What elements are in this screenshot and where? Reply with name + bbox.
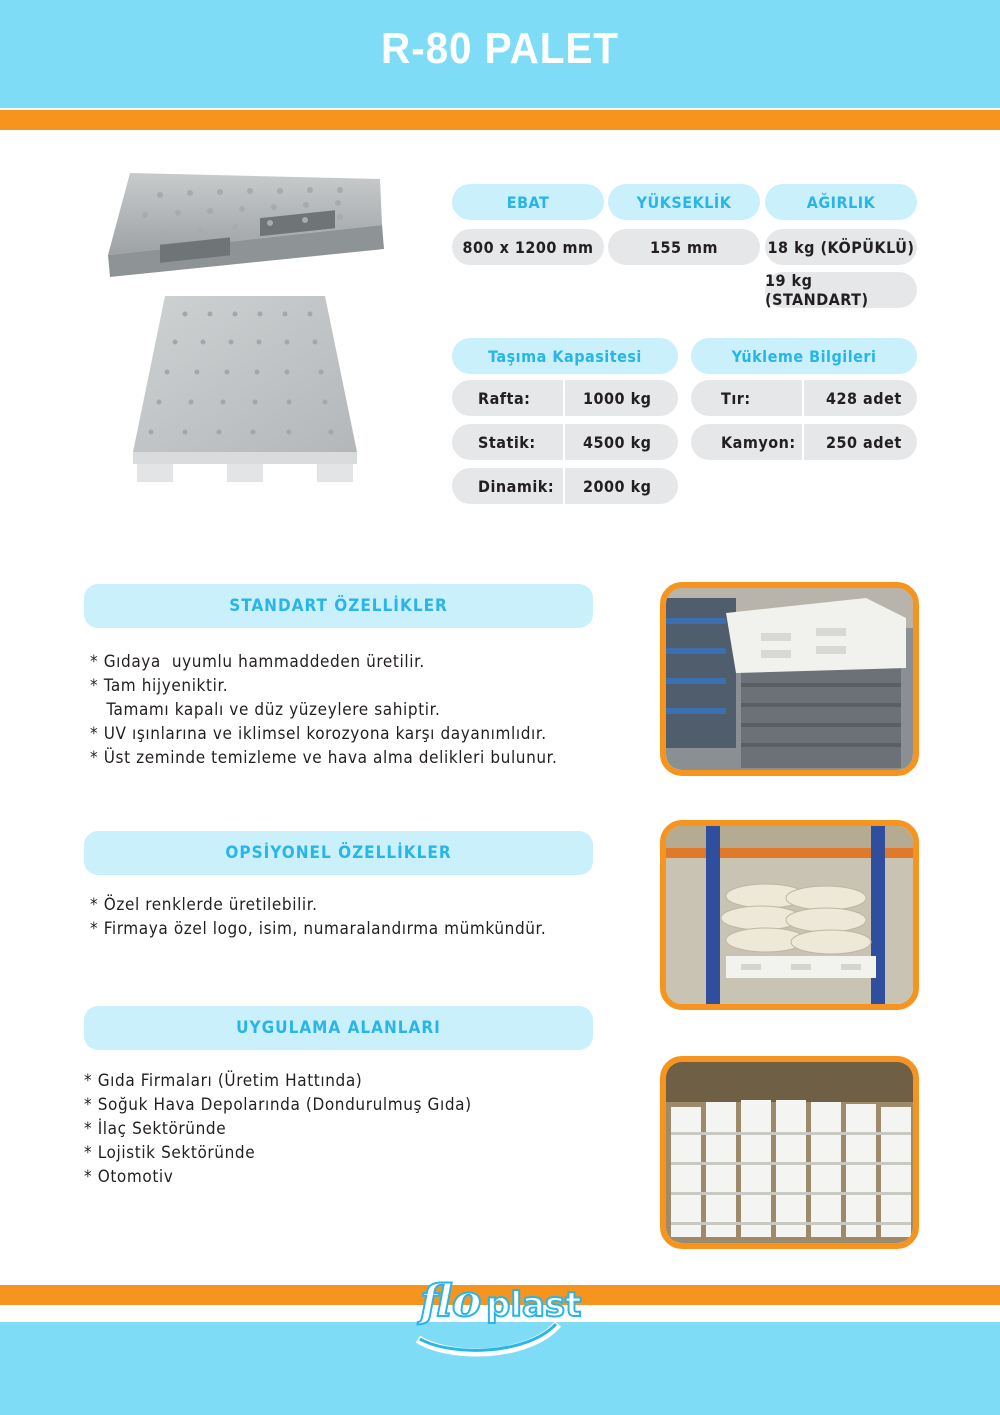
- list-item: * Otomotiv: [84, 1167, 174, 1187]
- loading-label: Kamyon:: [691, 424, 804, 460]
- agirlik-value-standard: 19 kg (STANDART): [765, 272, 917, 308]
- yukseklik-value: 155 mm: [608, 229, 760, 265]
- loading-value: 428 adet: [826, 388, 902, 408]
- list-item: * Üst zeminde temizleme ve hava alma delikleri bulunur.: [90, 748, 558, 768]
- capacity-header: Taşıma Kapasitesi: [452, 338, 678, 374]
- ebat-header: EBAT: [452, 184, 604, 220]
- standard-header: STANDART ÖZELLİKLER: [84, 584, 593, 628]
- list-item: * Gıdaya uyumlu hammaddeden üretilir.: [90, 652, 425, 672]
- applications-header: UYGULAMA ALANLARI: [84, 1006, 593, 1050]
- loading-value: 250 adet: [826, 432, 902, 452]
- list-item: * Soğuk Hava Depolarında (Dondurulmuş Gıda): [84, 1095, 472, 1115]
- pallet-top-image: [125, 292, 365, 487]
- list-item: Tamamı kapalı ve düz yüzeylere sahiptir.: [90, 700, 441, 720]
- capacity-row-dinamik: [452, 468, 678, 504]
- ebat-value: 800 x 1200 mm: [452, 229, 604, 265]
- photo-rack-sacks: [660, 820, 919, 1010]
- capacity-row-statik: [452, 424, 678, 460]
- capacity-value: 4500 kg: [583, 432, 652, 452]
- photo-stacked-pallets: [660, 582, 919, 776]
- list-item: * Tam hijyeniktir.: [90, 676, 229, 696]
- agirlik-value-foam: 18 kg (KÖPÜKLÜ): [765, 229, 917, 265]
- capacity-row-rafta: [452, 380, 678, 416]
- pallet-side-image: [100, 165, 390, 280]
- loading-header: Yükleme Bilgileri: [691, 338, 917, 374]
- list-item: * Özel renklerde üretilebilir.: [90, 895, 318, 915]
- list-item: * Firmaya özel logo, isim, numaralandırma mümkündür.: [90, 919, 547, 939]
- standard-list: [90, 650, 557, 770]
- svg-text:flo: flo: [420, 1276, 482, 1327]
- capacity-value: 2000 kg: [583, 476, 652, 496]
- optional-list: [90, 893, 546, 941]
- list-item: * İlaç Sektöründe: [84, 1119, 227, 1139]
- list-item: * Lojistik Sektöründe: [84, 1143, 256, 1163]
- agirlik-header: AĞIRLIK: [765, 184, 917, 220]
- capacity-label: Rafta:: [452, 380, 565, 416]
- orange-stripe-top: [0, 110, 1000, 130]
- floplast-logo: [408, 1244, 588, 1364]
- loading-row-tir: [691, 380, 917, 416]
- list-item: * UV ışınlarına ve iklimsel korozyona karşı dayanımlıdır.: [90, 724, 547, 744]
- svg-text:plast: plast: [486, 1285, 582, 1325]
- loading-label: Tır:: [691, 380, 804, 416]
- list-item: * Gıda Firmaları (Üretim Hattında): [84, 1071, 363, 1091]
- page-title: R-80 PALET: [381, 24, 619, 73]
- loading-row-kamyon: [691, 424, 917, 460]
- capacity-value: 1000 kg: [583, 388, 652, 408]
- capacity-label: Dinamik:: [452, 468, 565, 504]
- yukseklik-header: YÜKSEKLİK: [608, 184, 760, 220]
- applications-list: [84, 1069, 472, 1189]
- optional-header: OPSİYONEL ÖZELLİKLER: [84, 831, 593, 875]
- photo-pallet-rows: [660, 1056, 919, 1249]
- capacity-label: Statik:: [452, 424, 565, 460]
